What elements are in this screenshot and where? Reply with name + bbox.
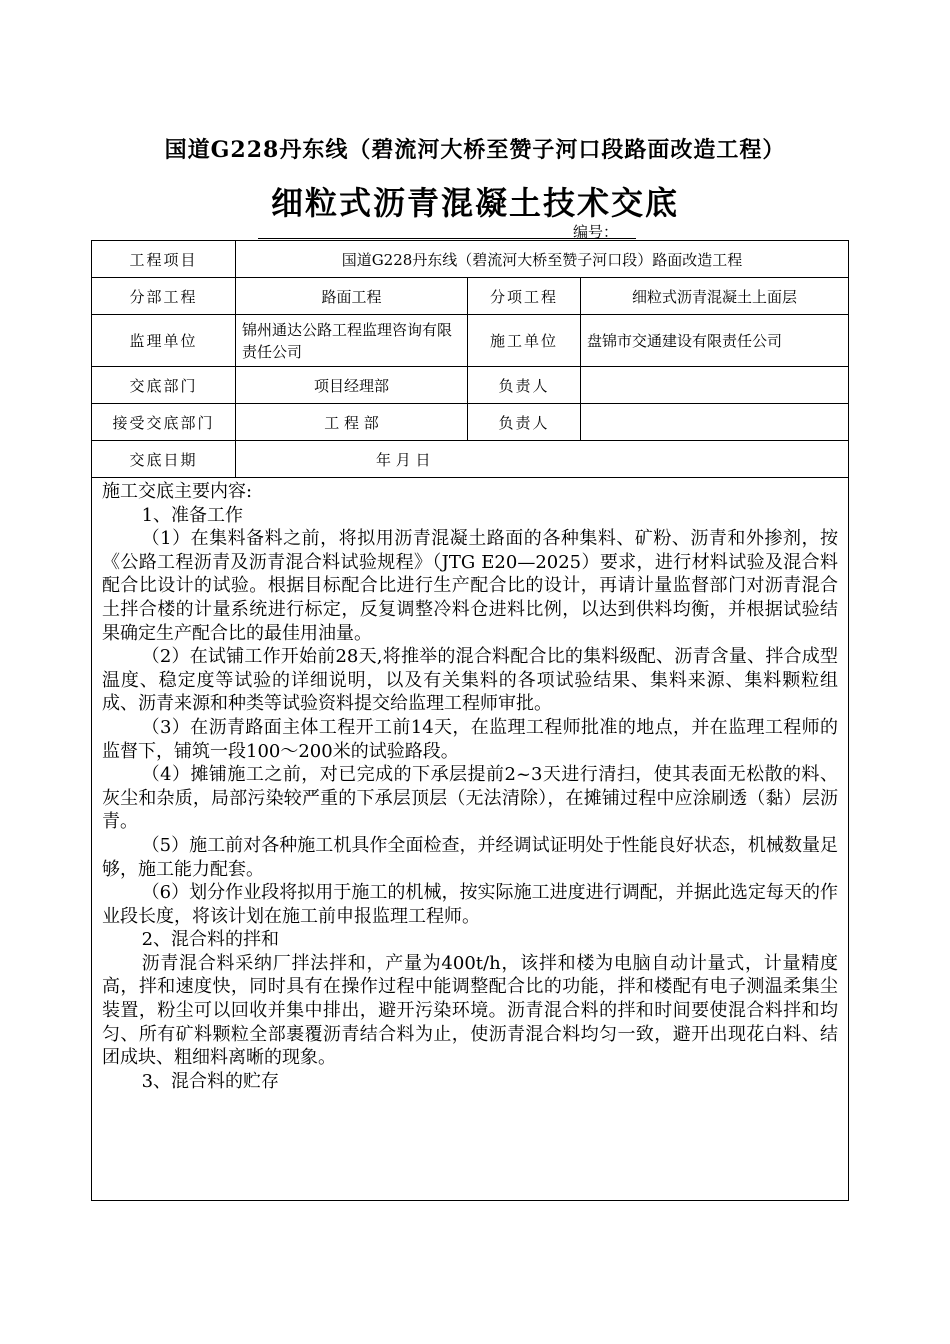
- document-title-line2: 细粒式沥青混凝土技术交底: [270, 184, 679, 222]
- row-content: [92, 478, 849, 1201]
- paragraph: （3）在沥青路面主体工程开工前14天，在监理工程师批准的地点，并在监理工程师的监督下，铺筑一段100～200米的试验路段。: [102, 716, 838, 762]
- row-division: [92, 278, 849, 315]
- manager-label-2: 负责人: [468, 404, 581, 441]
- dept-value: 项目经理部: [236, 367, 468, 404]
- supervisor-value: 锦州通达公路工程监理咨询有限责任公司: [236, 315, 468, 367]
- dept-label: 交底部门: [92, 367, 236, 404]
- disclosure-form-table: [91, 240, 849, 1201]
- recv-value: 工 程 部: [236, 404, 468, 441]
- content-cell: [92, 478, 849, 1201]
- supervisor-label: 监理单位: [92, 315, 236, 367]
- manager-label-1: 负责人: [468, 367, 581, 404]
- paragraph: （6）划分作业段将拟用于施工的机械，按实际施工进度进行调配，并据此选定每天的作业段长度，将该计划在施工前申报监理工程师。: [102, 882, 838, 927]
- paragraph: （5）施工前对各种施工机具作全面检查，并经调试证明处于性能良好状态，机械数量足够，施工能力配套。: [102, 834, 838, 880]
- row-project: [92, 241, 849, 278]
- paragraph: （4）摊铺施工之前，对已完成的下承层提前2~3天进行清扫，使其表面无松散的料、灰尘和杂质，局部污染较严重的下承层顶层（无法清除），在摊铺过程中应涂刷透（黏）层沥青。: [102, 764, 838, 833]
- paragraph: （2）在试铺工作开始前28天,将推举的混合料配合比的集料级配、沥青含量、拌合成型温度、稳定度等试验的详细说明，以及有关集料的各项试验结果、集料来源、集料颗粒组成、沥青来源和种类等试验资料提交给监理工程师审批。: [102, 646, 838, 715]
- content-heading: 施工交底主要内容:: [102, 481, 253, 502]
- project-label: 工程项目: [92, 241, 236, 278]
- row-units: [92, 315, 849, 367]
- section-heading-3: 3、混合料的贮存: [141, 1070, 280, 1092]
- row-dept: [92, 367, 849, 404]
- document-title-line1: 国道G228丹东线（碧流河大桥至赞子河口段路面改造工程）: [164, 137, 786, 163]
- contractor-value: 盘锦市交通建设有限责任公司: [581, 315, 849, 367]
- row-recv: [92, 404, 849, 441]
- contractor-label: 施工单位: [468, 315, 581, 367]
- manager-value-2: [581, 404, 849, 441]
- row-date: [92, 441, 849, 478]
- date-label: 交底日期: [92, 441, 236, 478]
- item-label: 分项工程: [468, 278, 581, 315]
- date-value: 年 月 日: [236, 441, 849, 478]
- item-value: 细粒式沥青混凝土上面层: [581, 278, 849, 315]
- recv-label: 接受交底部门: [92, 404, 236, 441]
- project-value: 国道G228丹东线（碧流河大桥至赞子河口段）路面改造工程: [236, 241, 849, 278]
- division-label: 分部工程: [92, 278, 236, 315]
- paragraph: （1）在集料备料之前，将拟用沥青混凝土路面的各种集料、矿粉、沥青和外掺剂，按《公路工程沥青及沥青混合料试验规程》（JTG E20—2025）要求，进行材料试验及混合料配合比设计的试验。根据目标配合比进行生产配合比的设计，再请计量监督部门对沥青混合土拌合楼的计量系统进行标定，反复调整冷料仓进料比例，以达到供料均衡，并根据试验结果确定生产配合比的最佳用油量。: [102, 528, 838, 644]
- serial-underline: [258, 238, 636, 239]
- serial-number-label: 编号：: [573, 223, 619, 241]
- section-heading-2: 2、混合料的拌和: [141, 929, 280, 951]
- paragraph: 沥青混合料采纳厂拌法拌和，产量为400t/h，该拌和楼为电脑自动计量式，计量精度高，拌和速度快，同时具有在操作过程中能调整配合比的功能，拌和楼配有电子测温柔集尘装置，粉尘可以回收并集中排出，避开污染环境。沥青混合料的拌和时间要使混合料拌和均匀、所有矿料颗粒全部裹覆沥青结合料为止，使沥青混合料均匀一致，避开出现花白料、结团成块、粗细料离晰的现象。: [102, 952, 838, 1069]
- division-value: 路面工程: [236, 278, 468, 315]
- manager-value-1: [581, 367, 849, 404]
- section-heading-1: 1、准备工作: [141, 504, 244, 526]
